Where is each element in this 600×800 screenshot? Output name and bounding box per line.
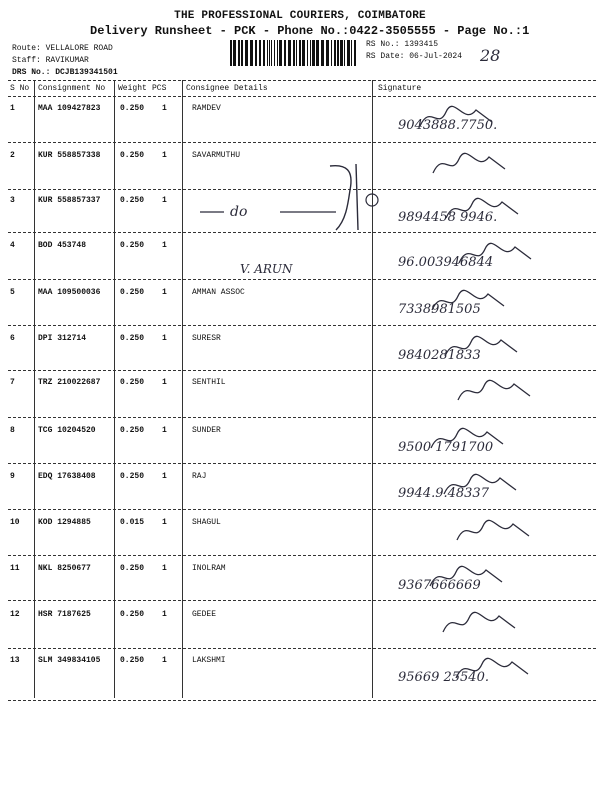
barcode-bar: [267, 40, 268, 66]
row-weight: 0.250: [120, 656, 145, 665]
barcode: [228, 40, 360, 66]
row-consignee: RAMDEV: [192, 104, 221, 113]
row-weight: 0.250: [120, 288, 145, 297]
row-weight: 0.250: [120, 378, 145, 387]
barcode-bar: [321, 40, 324, 66]
ditto-mark: do: [230, 204, 248, 220]
header-rule-top: [8, 80, 596, 81]
row-pcs: 1: [162, 241, 167, 250]
row-weight: 0.250: [120, 610, 145, 619]
row-weight: 0.250: [120, 564, 145, 573]
row-pcs: 1: [162, 196, 167, 205]
barcode-bar: [296, 40, 297, 66]
row-sno: 11: [10, 564, 20, 573]
row-sno: 10: [10, 518, 20, 527]
row-separator: [8, 555, 596, 556]
barcode-bar: [241, 40, 243, 66]
row-consignee: SENTHIL: [192, 378, 226, 387]
drs-number: DRS No.: DCJB139341501: [12, 68, 118, 77]
row-separator: [8, 600, 596, 601]
barcode-bar: [259, 40, 261, 66]
row-pcs: 1: [162, 656, 167, 665]
col-divider: [34, 80, 35, 698]
row-sno: 1: [10, 104, 15, 113]
barcode-bar: [271, 40, 272, 66]
row-separator: [8, 648, 596, 649]
row-consignment-no: BOD 453748: [38, 241, 87, 250]
row-pcs: 1: [162, 104, 167, 113]
col-divider: [182, 80, 183, 698]
signature-phone-number: 9500 1791700: [398, 440, 494, 455]
row-sno: 9: [10, 472, 15, 481]
row-consignee: RAJ: [192, 472, 207, 481]
row-sno: 4: [10, 241, 15, 250]
row-sno: 5: [10, 288, 15, 297]
row-sno: 6: [10, 334, 15, 343]
barcode-bar: [331, 40, 332, 66]
barcode-bar: [326, 40, 329, 66]
barcode-bar: [279, 40, 282, 66]
row-consignment-no: KUR 558857337: [38, 196, 101, 205]
staff-label: Staff: RAVIKUMAR: [12, 56, 89, 65]
barcode-bar: [284, 40, 286, 66]
signature-phone-number: 96.003946844: [398, 255, 494, 270]
col-sno-header: S No: [10, 84, 30, 93]
runsheet-title: Delivery Runsheet - PCK - Phone No.:0422-3505555 - Page No.:1: [90, 24, 530, 38]
row-signature: [370, 652, 596, 732]
row-consignment-no: KUR 558857338: [38, 151, 101, 160]
row-consignee: SURESR: [192, 334, 221, 343]
row-consignee: SAVARMUTHU: [192, 151, 241, 160]
row-pcs: 1: [162, 564, 167, 573]
signature-phone-number: 9043888.7750.: [398, 118, 498, 133]
barcode-bar: [337, 40, 339, 66]
signature-phone-number: 9944.9.48337: [398, 486, 489, 501]
row-pcs: 1: [162, 610, 167, 619]
company-title: THE PROFESSIONAL COURIERS, COIMBATORE: [174, 10, 426, 22]
row-consignment-no: HSR 7187625: [38, 610, 91, 619]
barcode-bar: [299, 40, 301, 66]
barcode-bar: [302, 40, 305, 66]
row-weight: 0.250: [120, 426, 145, 435]
row-pcs: 1: [162, 426, 167, 435]
barcode-bar: [255, 40, 257, 66]
row-weight: 0.250: [120, 104, 145, 113]
barcode-bar: [269, 40, 270, 66]
row-sno: 8: [10, 426, 15, 435]
barcode-bar: [312, 40, 315, 66]
col-divider: [114, 80, 115, 698]
row-consignment-no: MAA 109500036: [38, 288, 101, 297]
row-consignee: INOLRAM: [192, 564, 226, 573]
barcode-bar: [288, 40, 291, 66]
signature-scribble: [370, 374, 596, 418]
row-consignment-no: TRZ 210022687: [38, 378, 101, 387]
ditto-brace: [196, 160, 386, 236]
barcode-bar: [233, 40, 236, 66]
row-consignee: AMMAN ASSOC: [192, 288, 245, 297]
row-pcs: 1: [162, 334, 167, 343]
row-pcs: 1: [162, 288, 167, 297]
row-sno: 12: [10, 610, 20, 619]
signature-phone-number: 9840281833: [398, 348, 481, 363]
col-signature-header: Signature: [378, 84, 422, 93]
row-separator: [8, 700, 596, 701]
row-sno: 7: [10, 378, 15, 387]
barcode-bar: [245, 40, 248, 66]
signature-phone-number: 95669 25540.: [398, 670, 489, 685]
barcode-bar: [230, 40, 232, 66]
row-weight: 0.250: [120, 241, 145, 250]
row-weight: 0.015: [120, 518, 145, 527]
barcode-bar: [238, 40, 240, 66]
col-pcs-header: PCS: [152, 84, 167, 93]
barcode-bar: [347, 40, 350, 66]
row-consignment-no: MAA 109427823: [38, 104, 101, 113]
signature-phone-number: 7338981505: [398, 302, 481, 317]
row-consignment-no: EDQ 17638408: [38, 472, 96, 481]
row-consignee: SUNDER: [192, 426, 221, 435]
row-pcs: 1: [162, 518, 167, 527]
row-pcs: 1: [162, 151, 167, 160]
barcode-bar: [354, 40, 356, 66]
barcode-graphic: [228, 40, 360, 66]
signature-phone-number: 9367666669: [398, 578, 481, 593]
row-weight: 0.250: [120, 196, 145, 205]
barcode-bar: [351, 40, 352, 66]
signature-phone-number: 9894458 9946.: [398, 210, 498, 225]
rs-number: RS No.: 1393415: [366, 40, 439, 49]
rs-date: RS Date: 06-Jul-2024: [366, 52, 463, 61]
barcode-bar: [334, 40, 336, 66]
row-separator: [8, 417, 596, 418]
row-separator: [8, 370, 596, 371]
row-separator: [8, 142, 596, 143]
route-label: Route: VELLALORE ROAD: [12, 44, 113, 53]
barcode-bar: [344, 40, 345, 66]
row-sno: 3: [10, 196, 15, 205]
row-pcs: 1: [162, 472, 167, 481]
row-sno: 13: [10, 656, 20, 665]
row-separator: [8, 463, 596, 464]
barcode-bar: [250, 40, 253, 66]
row-pcs: 1: [162, 378, 167, 387]
row-weight: 0.250: [120, 151, 145, 160]
barcode-bar: [274, 40, 275, 66]
row-separator: [8, 279, 596, 280]
signature-scribble: [370, 514, 596, 558]
row-consignment-no: DPI 312714: [38, 334, 87, 343]
col-consignee-header: Consignee Details: [186, 84, 268, 93]
row-consignee: SHAGUL: [192, 518, 221, 527]
barcode-bar: [340, 40, 343, 66]
col-consignment-header: Consignment No: [38, 84, 106, 93]
row4-handwriting: V. ARUN: [240, 262, 293, 276]
row-consignment-no: SLM 349834105: [38, 656, 101, 665]
row-consignee: LAKSHMI: [192, 656, 226, 665]
col-weight-header: Weight: [118, 84, 147, 93]
barcode-bar: [316, 40, 319, 66]
barcode-bar: [263, 40, 265, 66]
barcode-bar: [307, 40, 308, 66]
row-sno: 2: [10, 151, 15, 160]
barcode-bar: [277, 40, 278, 66]
header-rule-bottom: [8, 96, 596, 97]
barcode-bar: [310, 40, 311, 66]
row-consignment-no: NKL 8250677: [38, 564, 91, 573]
signature-scribble: [370, 147, 596, 191]
row-separator: [8, 509, 596, 510]
barcode-bar: [293, 40, 295, 66]
handwritten-count: 28: [480, 46, 501, 65]
row-consignment-no: KOD 1294885: [38, 518, 91, 527]
row-separator: [8, 325, 596, 326]
row-weight: 0.250: [120, 334, 145, 343]
row-consignee: GEDEE: [192, 610, 217, 619]
signature-scribble: [370, 606, 596, 650]
row-consignment-no: TCG 10204520: [38, 426, 96, 435]
row-weight: 0.250: [120, 472, 145, 481]
